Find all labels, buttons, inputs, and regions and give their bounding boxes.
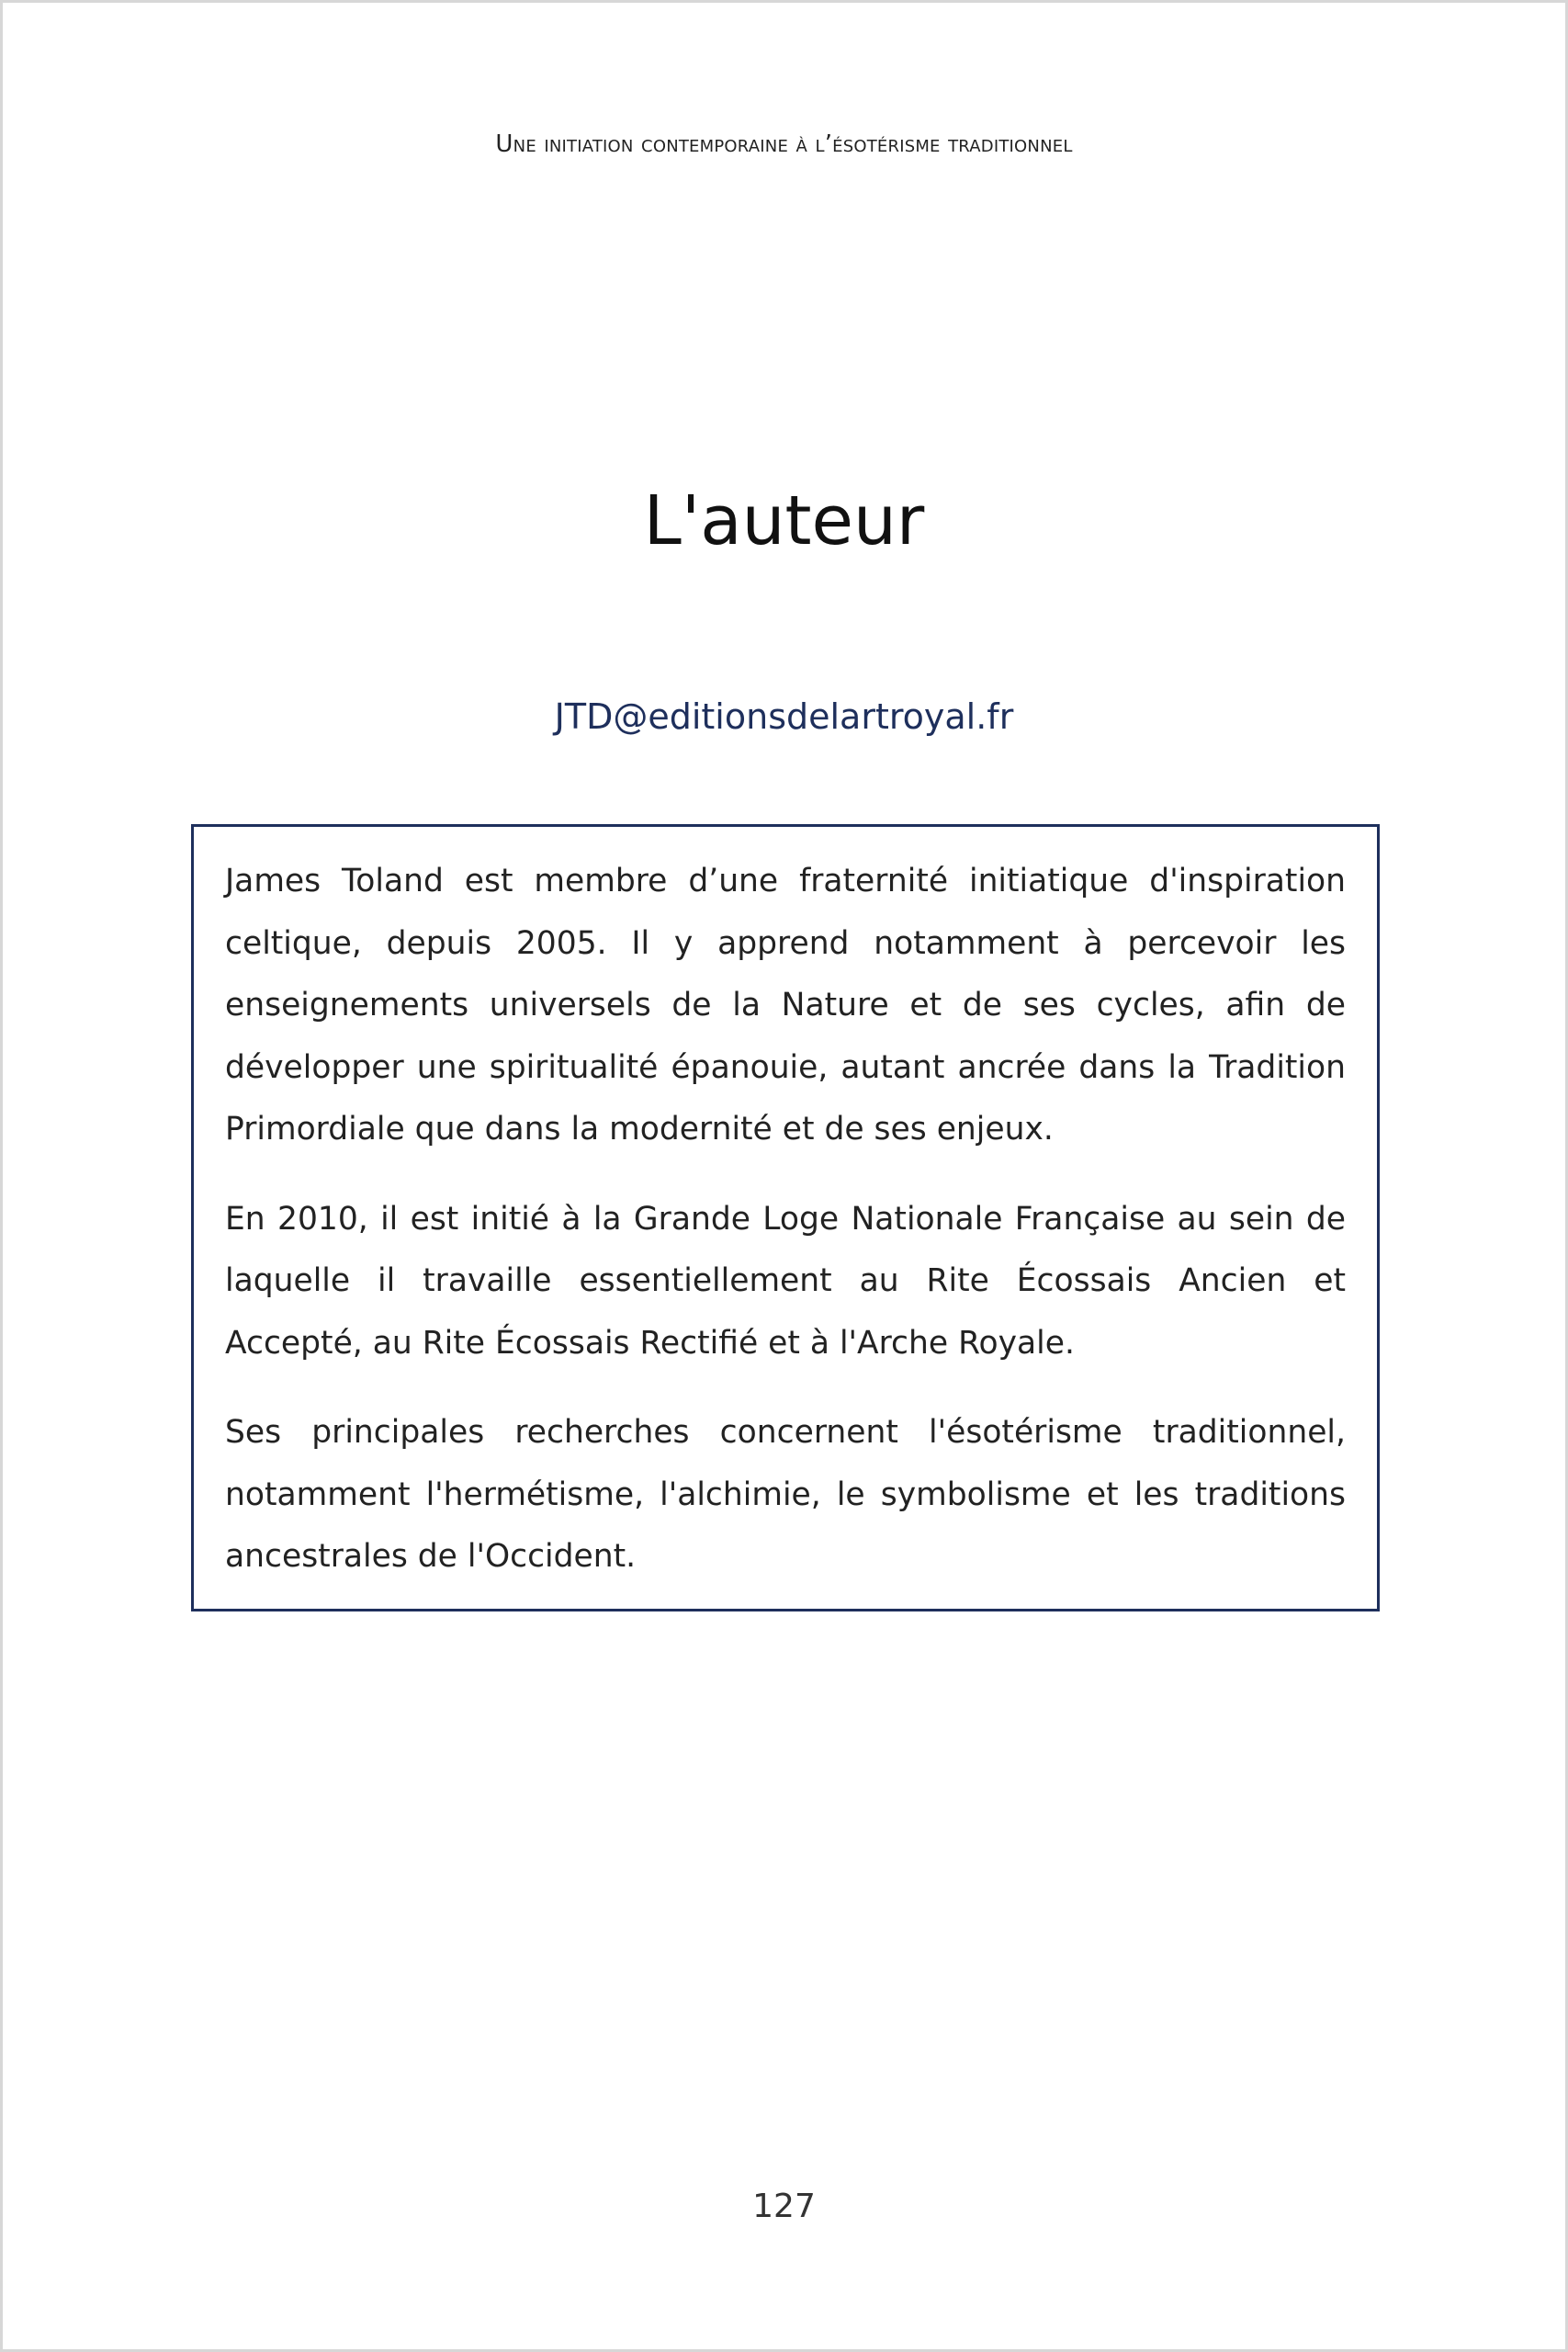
- author-email-link[interactable]: JTD@editionsdelartroyal.fr: [554, 696, 1014, 737]
- bio-paragraph-1: James Toland est membre d’une fraternité initiatique d'inspiration celtique, depuis 2005. Il y apprend notamment à percevoir les enseignements universels de la Nature et de ses cycles, afin de développer une spiritualité épanouie, autant ancrée dans la Tradition Primordiale que dans la modernité et de ses enjeux.: [225, 863, 1346, 1148]
- running-header: Une initiation contemporaine à l’ésotérisme traditionnel: [495, 130, 1073, 158]
- author-bio-box: [191, 824, 1380, 1611]
- bio-paragraph-3: Ses principales recherches concernent l'ésotérisme traditionnel, notamment l'hermétisme, l'alchimie, le symbolisme et les traditions ancestrales de l'Occident.: [225, 1414, 1346, 1575]
- chapter-title: L'auteur: [643, 481, 925, 560]
- page-number: 127: [752, 2188, 816, 2225]
- bio-paragraph-2: En 2010, il est initié à la Grande Loge Nationale Française au sein de laquelle il travaille essentiellement au Rite Écossais Ancien et Accepté, au Rite Écossais Rectifié et à l'Arche Royale.: [225, 1200, 1346, 1362]
